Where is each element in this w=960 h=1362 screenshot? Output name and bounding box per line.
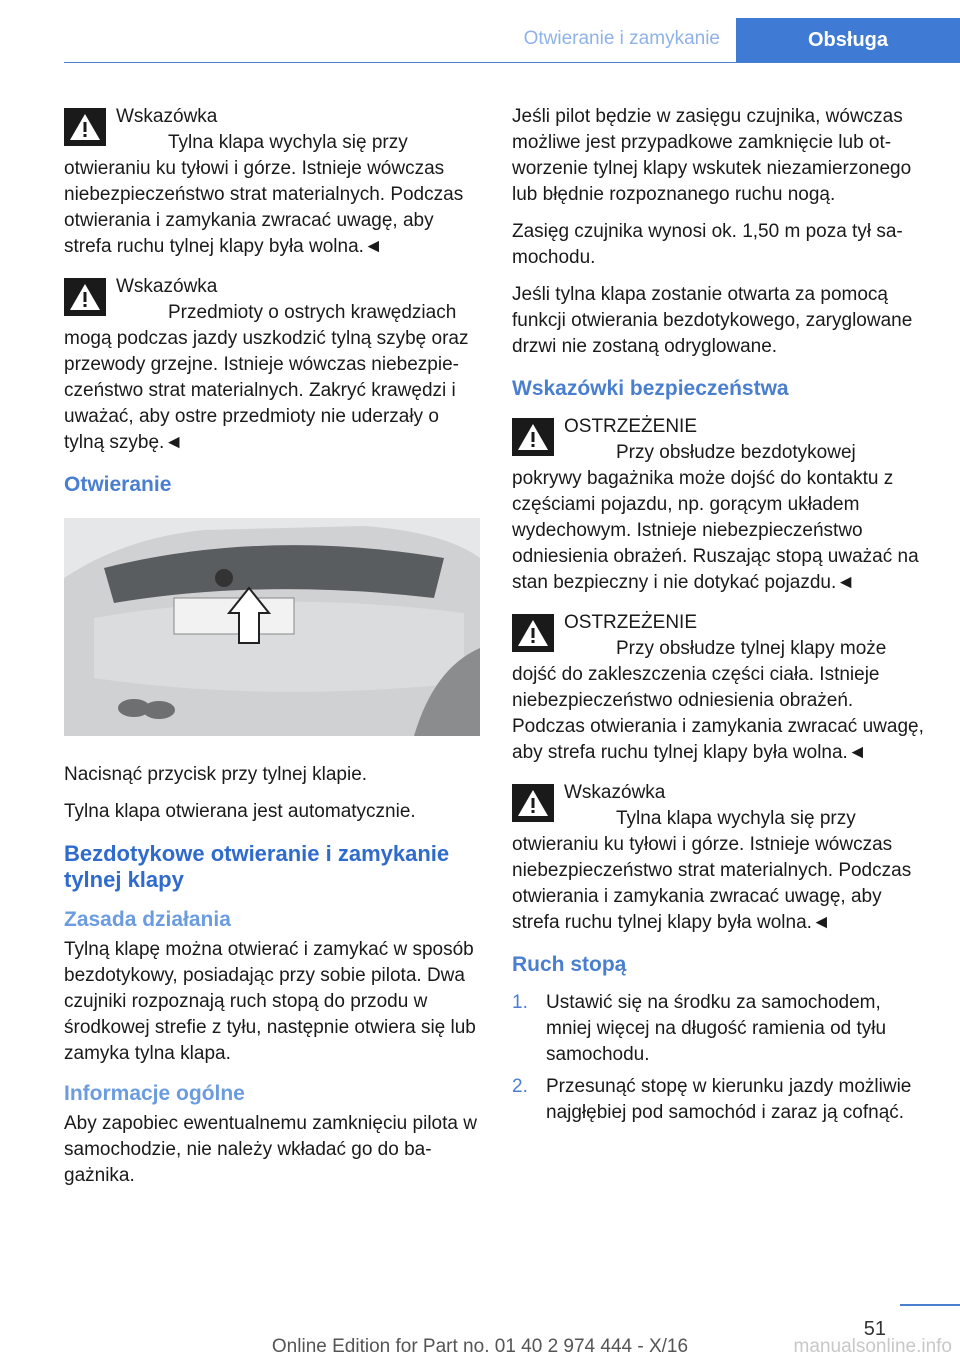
list-item — [512, 990, 930, 1068]
warning-note-4 — [512, 610, 930, 766]
paragraph-sensor-range-warning: Jeśli pilot będzie w zasięgu czujnika, wówczas możliwe jest przypadkowe zamknięcie lub otworzenie tylnej klapy wskutek niezamierzonego lub błędnie rozpoznanego ruchu nogą. — [512, 106, 912, 205]
warning-triangle-icon — [64, 108, 106, 146]
footer-rule — [900, 1304, 960, 1306]
warning-triangle-icon — [512, 614, 554, 652]
heading-touchless: Bezdotykowe otwieranie i zamykanie tylnej klapy — [64, 841, 450, 892]
header-section-title: Otwieranie i zamykanie — [523, 28, 720, 49]
step-text: Przesunąć stopę w kierunku jazdy możliwie najgłębiej pod samochód i zaraz ją cofnąć. — [546, 1076, 912, 1123]
paragraph-sensor-range: Zasięg czujnika wynosi ok. 1,50 m poza tył samochodu. — [512, 221, 903, 268]
warning-title: Wskazówka — [564, 782, 666, 803]
warning-triangle-icon — [512, 418, 554, 456]
warning-title: OSTRZEŻENIE — [564, 612, 698, 633]
step-text: Ustawić się na środku za samochodem, mniej więcej na długość ramienia od tyłu samochodu. — [546, 992, 887, 1065]
right-column — [512, 104, 930, 1132]
warning-triangle-icon — [64, 278, 106, 316]
warning-title: Wskazówka — [116, 276, 218, 297]
heading-general: Informacje ogólne — [64, 1082, 245, 1105]
paragraph-general: Aby zapobiec ewentualnemu zamknięciu pilota w samochodzie, nie należy wkładać go do bagażnika. — [64, 1113, 477, 1186]
warning-text: Tylna klapa wychyla się przy otwieraniu ku tyłowi i górze. Istnieje wówczas niebezpieczeństwo strat materialnych. Podczas otwierania i zamykania zwracać uwagę, aby strefa ruchu tylnej klapy była wolna.◄ — [64, 132, 464, 257]
warning-title: Wskazówka — [116, 106, 218, 127]
step-number: 2. — [512, 1076, 528, 1097]
warning-note-1 — [64, 104, 480, 260]
heading-safety: Wskazówki bezpieczeństwa — [512, 377, 789, 400]
warning-title: OSTRZEŻENIE — [564, 416, 698, 437]
warning-note-3 — [512, 414, 930, 596]
left-column — [64, 104, 480, 1200]
paragraph-press-button: Nacisnąć przycisk przy tylnej klapie. — [64, 764, 368, 785]
step-number: 1. — [512, 992, 528, 1013]
paragraph-doors-locked: Jeśli tylna klapa zostanie otwarta za pomocą funkcji otwierania bezdotykowego, zaryglowane drzwi nie zostaną odryglowane. — [512, 284, 913, 357]
warning-text: Przy obsłudze tylnej klapy może dojść do zakleszczenia części ciała. Istnieje niebezpieczeństwo odniesienia obrażeń. Podczas otwierania i zamykania zwracać uwagę, aby strefa ruchu tylnej klapy była wolna.◄ — [512, 638, 924, 763]
warning-text: Przedmioty o ostrych krawędziach mogą podczas jazdy uszkodzić tylną szybę oraz przewody grzejne. Istnieje wówczas niebezpieczeństwo strat materialnych. Zakryć krawędzi i uważać, aby ostre przedmioty nie uderzały o tylną szybę.◄ — [64, 302, 469, 453]
footer-edition: Online Edition for Part no. 01 40 2 974 444 - X/16 — [271, 1336, 689, 1357]
paragraph-auto-open: Tylna klapa otwierana jest automatycznie. — [64, 801, 416, 822]
warning-text: Przy obsłudze bezdotykowej pokrywy bagażnika może dojść do kontaktu z częściami pojazdu, np. gorącym układem wydechowym. Istnieje niebezpieczeństwo odniesienia obrażeń. Ruszając stopą uważać na stan bezpieczny i nie dotykać pojazdu.◄ — [512, 442, 919, 593]
header-chapter-tab: Obsługa — [736, 18, 960, 62]
warning-triangle-icon — [512, 784, 554, 822]
paragraph-principle: Tylną klapę można otwierać i zamykać w sposób bezdotykowy, posiadając przy sobie pilota. Dwa czujniki rozpoznają ruch stopą do przodu w środkowej strefie z tyłu, następnie otwiera się lub zamyka tylna klapa. — [64, 939, 476, 1064]
watermark: manualsonline.info — [793, 1336, 952, 1357]
car-rear-photo — [64, 518, 480, 736]
warning-note-2 — [64, 274, 480, 456]
steps-list — [512, 990, 930, 1126]
page-number: 51 — [863, 1318, 886, 1340]
heading-foot-movement: Ruch stopą — [512, 953, 627, 976]
heading-opening: Otwieranie — [64, 473, 172, 496]
list-item — [512, 1074, 930, 1126]
header-rule — [64, 62, 960, 63]
warning-note-5 — [512, 780, 930, 936]
warning-text: Tylna klapa wychyla się przy otwieraniu ku tyłowi i górze. Istnieje wówczas niebezpieczeństwo strat materialnych. Podczas otwierania i zamykania zwracać uwagę, aby strefa ruchu tylnej klapy była wolna.◄ — [512, 808, 912, 933]
heading-principle: Zasada działania — [64, 908, 231, 931]
